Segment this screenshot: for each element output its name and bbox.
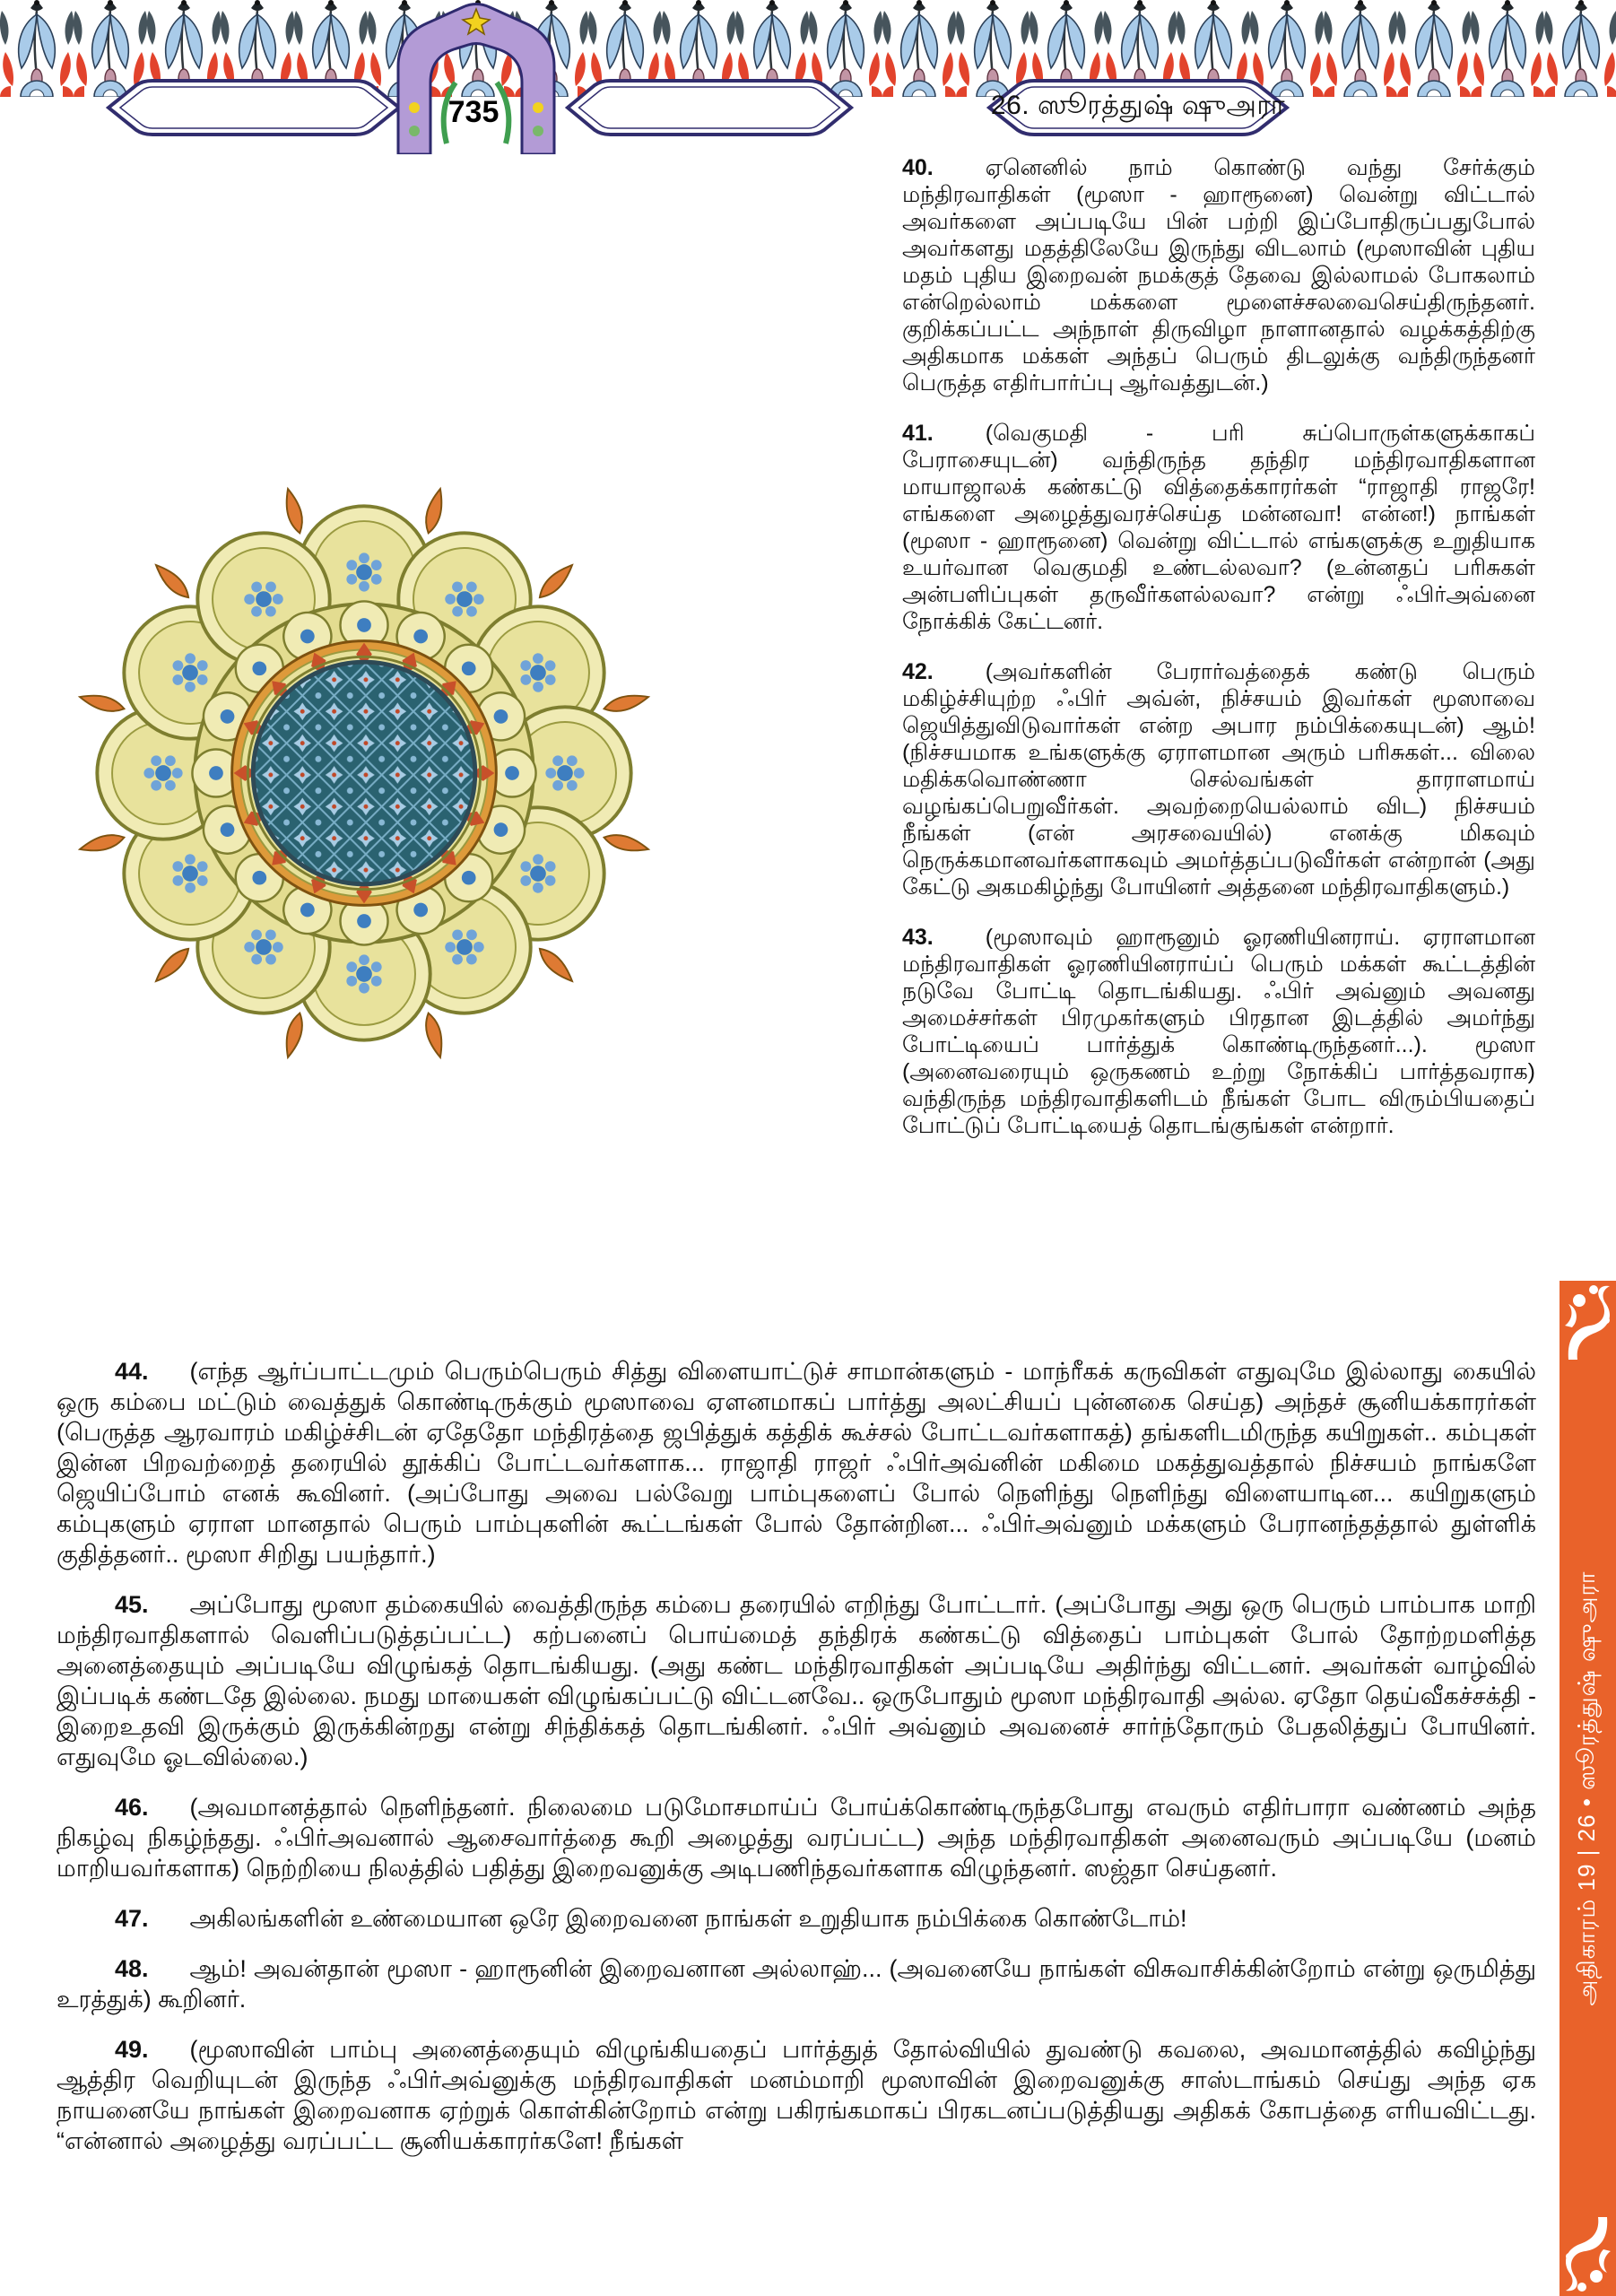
verse-paragraph-42 <box>902 658 1535 900</box>
sidebar-chapter-label: அதிகாரம் 19 | 26 • ஸூரத்துஷ் ஷுஅரா <box>1572 1570 1600 2006</box>
verse-text: அகிலங்களின் உண்மையான ஒரே இறைவனை நாங்கள் உறுதியாக நம்பிக்கை கொண்டோம்! <box>189 1905 1187 1932</box>
verse-text: (அவர்களின் பேரார்வத்தைக் கண்டு பெரும் மகிழ்ச்சியுற்ற ஃபிர் அவ்ன், நிச்சயம் இவர்கள் மூஸாவை ஜெயித்துவிடுவார்கள் என்ற அபார நம்பிக்கையுடன்) ஆம்! (நிச்சயமாக உங்களுக்கு ஏராளமான அரும் பரிசுகள்... விலை மதிக்கவொண்ணா செல்வங்கள் தாராளமாய் வழங்கப்பெறுவீர்கள். அவற்றையெல்லாம் விட) நிச்சயம் நீங்கள் (என் அரசவையில்) எனக்கு மிகவும் நெருக்கமானவர்களாகவும் அமர்த்தப்படுவீர்கள் என்றான் (அது கேட்டு அகமகிழ்ந்து போயினர் அத்தனை மந்திரவாதிகளும்.) <box>902 659 1535 900</box>
verse-paragraph-47 <box>56 1903 1536 1934</box>
chapter-sidebar <box>1560 1281 1616 2296</box>
verse-text: (எந்த ஆர்ப்பாட்டமும் பெரும்பெரும் சித்து விளையாட்டுச் சாமான்களும் - மாந்ரீகக் கருவிகள் எதுவுமே இல்லாது கையில் ஒரு கம்பை மட்டும் வைத்துக் கொண்டிருக்கும் மூஸாவை ஏளனமாகப் பார்த்து அலட்சியப் புன்னகை செய்த) அந்தச் சூனியக்காரர்கள் (பெருத்த ஆரவாரம் மகிழ்ச்சிடன் ஏதேதோ மந்திரத்தை ஜபித்துக் கத்திக் கூச்சல் போட்டவர்களாகத்) தங்களிடமிருந்த கயிறுகள்.. கம்புகள் இன்ன பிறவற்றைத் தரையில் தூக்கிப் போட்டவர்களாக... ராஜாதி ராஜர் ஃபிர்அவ்னின் மகிமை மகத்துவத்தால் நிச்சயம் நாங்களே ஜெயிப்போம் எனக் கூவினர். (அப்போது அவை பல்வேறு பாம்புகளைப் போல் நெளிந்து நெளிந்து விளையாடின... கயிறுகளும் கம்புகளும் ஏராள மானதால் பெரும் பாம்புகளின் கூட்டங்கள் போல் தோன்றின... ஃபிர்அவ்னும் மக்களும் பேரானந்தத்தால் துள்ளிக் குதித்தனர்.. மூஸா சிறிது பயந்தார்.) <box>56 1358 1536 1568</box>
verse-text: (மூஸாவும் ஹாரூனும் ஓரணியினராய். ஏராளமான மந்திரவாதிகள் ஓரணியினராய்ப் பெரும் மக்கள் கூட்டத்தின் நடுவே போட்டி தொடங்கியது. ஃபிர் அவ்னும் அவனது அமைச்சர்கள் பிரமுகர்களும் பிரதான இடத்தில் அமர்ந்து போட்டியைப் பார்த்துக் கொண்டிருந்தனர்...). மூஸா (அனைவரையும் ஒருகணம் உற்று நோக்கிப் பார்த்தவராக) வந்திருந்த மந்திரவாதிகளிடம் நீங்கள் போட விரும்பியதைப் போட்டுப் போட்டியைத் தொடங்குங்கள் என்றார். <box>902 925 1535 1138</box>
verse-text: (அவமானத்தால் நெளிந்தனர். நிலைமை படுமோசமாய்ப் போய்க்கொண்டிருந்தபோது எவரும் எதிர்பாரா வண்ணம் அந்த நிகழ்வு நிகழ்ந்தது. ஃபிர்அவனால் ஆசைவார்த்தை கூறி அழைத்து வரப்பட்ட) அந்த மந்திரவாதிகள் அனைவரும் அப்படியே (மனம் மாறியவர்களாக) நெற்றியை நிலத்தில் பதித்து இறைவனுக்கு அடிபணிந்தவர்களாக விழுந்தனர். ஸஜ்தா செய்தனர். <box>56 1794 1536 1882</box>
verse-paragraph-44 <box>56 1356 1536 1570</box>
header-banner-middle <box>565 79 854 136</box>
verse-paragraph-41 <box>902 420 1535 635</box>
verse-number: 47. <box>115 1905 149 1932</box>
islamic-rosette-medallion-icon <box>65 474 664 1077</box>
verse-paragraph-49 <box>56 2034 1536 2156</box>
page-number: 735 <box>447 95 500 129</box>
verse-paragraph-40 <box>902 154 1535 396</box>
verse-paragraph-45 <box>56 1589 1536 1772</box>
verse-number: 49. <box>115 2036 149 2063</box>
verse-paragraph-43 <box>902 924 1535 1139</box>
verse-number: 44. <box>115 1358 149 1385</box>
header-banner-title <box>986 79 1290 136</box>
verse-number: 48. <box>115 1955 149 1982</box>
verse-number: 40. <box>902 155 934 180</box>
page-title: 26. ஸூரத்துஷ் ஷுஅரா <box>990 91 1286 120</box>
verse-text: (மூஸாவின் பாம்பு அனைத்தையும் விழுங்கியதைப் பார்த்துத் தோல்வியில் துவண்டு கவலை, அவமானத்தில் கவிழ்ந்து ஆத்திர வெறியுடன் இருந்த ஃபிர்அவ்னுக்கு மந்திரவாதிகள் மனம்மாறி மூஸாவின் இறைவனுக்கு சாஸ்டாங்கம் செய்து அந்த ஏக நாயனையே நாங்கள் இறைவனாக ஏற்றுக் கொள்கின்றோம் என்று பகிரங்கமாகப் பிரகடனப்படுத்தியது அதிகக் கோபத்தை எரியவிட்டது. “என்னால் அழைத்து வரப்பட்ட சூனியக்காரர்களே! நீங்கள் <box>56 2036 1536 2154</box>
sidebar-flourish-top-icon <box>1560 1281 1616 1363</box>
floral-arch-ornament-icon <box>391 0 561 159</box>
verses-column <box>902 154 1535 1352</box>
verse-paragraph-46 <box>56 1792 1536 1883</box>
verse-text: (வெகுமதி - பரி சுப்பொருள்களுக்காகப் பேராசையுடன்) வந்திருந்த தந்திர மந்திரவாதிகளான மாயாஜாலக் கண்கட்டு வித்தைக்காரர்கள் “ராஜாதி ராஜரே! எங்களை அழைத்துவரச்செய்த மன்னவா! என்ன!) நாங்கள் (மூஸா - ஹாரூனை) வென்று விட்டால் எங்களுக்கு உறுதியாக உயர்வான வெகுமதி உண்டல்லவா? (உன்னதப் பரிசுகள் அன்பளிப்புகள் தருவீர்களல்லவா? என்று ஃபிர்அவ்னை நோக்கிக் கேட்டனர். <box>902 421 1535 634</box>
verse-number: 45. <box>115 1591 149 1618</box>
sidebar-flourish-bottom-icon <box>1560 2213 1616 2296</box>
verses-full-width <box>56 1356 1536 2296</box>
header-banner-left <box>106 79 402 136</box>
verse-number: 46. <box>115 1794 149 1821</box>
verse-number: 41. <box>902 421 934 446</box>
verse-paragraph-48 <box>56 1953 1536 2014</box>
verse-number: 42. <box>902 659 934 684</box>
verse-number: 43. <box>902 925 934 950</box>
verse-text: ஏனெனில் நாம் கொண்டு வந்து சேர்க்கும் மந்திரவாதிகள் (மூஸா - ஹாரூனை) வென்று விட்டால் அவர்களை அப்படியே பின் பற்றி இப்போதிருப்பதுபோல் அவர்களது மதத்திலேயே இருந்து விடலாம் (மூஸாவின் புதிய மதம் புதிய இறைவன் நமக்குத் தேவை இல்லாமல் போகலாம் என்றெல்லாம் மக்களை மூளைச்சலவைசெய்திருந்தனர். குறிக்கப்பட்ட அந்நாள் திருவிழா நாளானதால் வழக்கத்திற்கு அதிகமாக மக்கள் அந்தப் பெரும் திடலுக்கு வந்திருந்தனர் பெருத்த எதிர்பார்ப்பு ஆர்வத்துடன்.) <box>902 155 1535 396</box>
verse-text: அப்போது மூஸா தம்கையில் வைத்திருந்த கம்பை தரையில் எறிந்து போட்டார். (அப்போது அது ஒரு பெரும் பாம்பாக மாறி மந்திரவாதிகளால் வெளிப்படுத்தப்பட்ட) கற்பனைப் பொய்மைத் தந்திரக் கண்கட்டு வித்தைப் பாம்புகள் போல் தோற்றமளித்த அனைத்தையும் அப்படியே விழுங்கத் தொடங்கியது. (அது கண்ட மந்திரவாதிகள் அப்படியே அதிர்ந்து விட்டனர். அவர்கள் வாழ்வில் இப்படிக் கண்டதே இல்லை. நமது மாயைகள் விழுங்கப்பட்டு விட்டனவே.. ஒருபோதும் மூஸா மந்திரவாதி அல்ல. ஏதோ தெய்வீகச்சக்தி - இறைஉதவி இருக்கும் இருக்கின்றது என்று சிந்திக்கத் தொடங்கினர். ஃபிர் அவ்னும் அவனைச் சார்ந்தோரும் பேதலித்துப் போயினர். எதுவுமே ஓடவில்லை.) <box>56 1591 1536 1770</box>
verse-text: ஆம்! அவன்தான் மூஸா - ஹாரூனின் இறைவனான அல்லாஹ்... (அவனையே நாங்கள் விசுவாசிக்கின்றோம் என்று ஒருமித்து உரத்துக்) கூறினர். <box>56 1955 1536 2013</box>
